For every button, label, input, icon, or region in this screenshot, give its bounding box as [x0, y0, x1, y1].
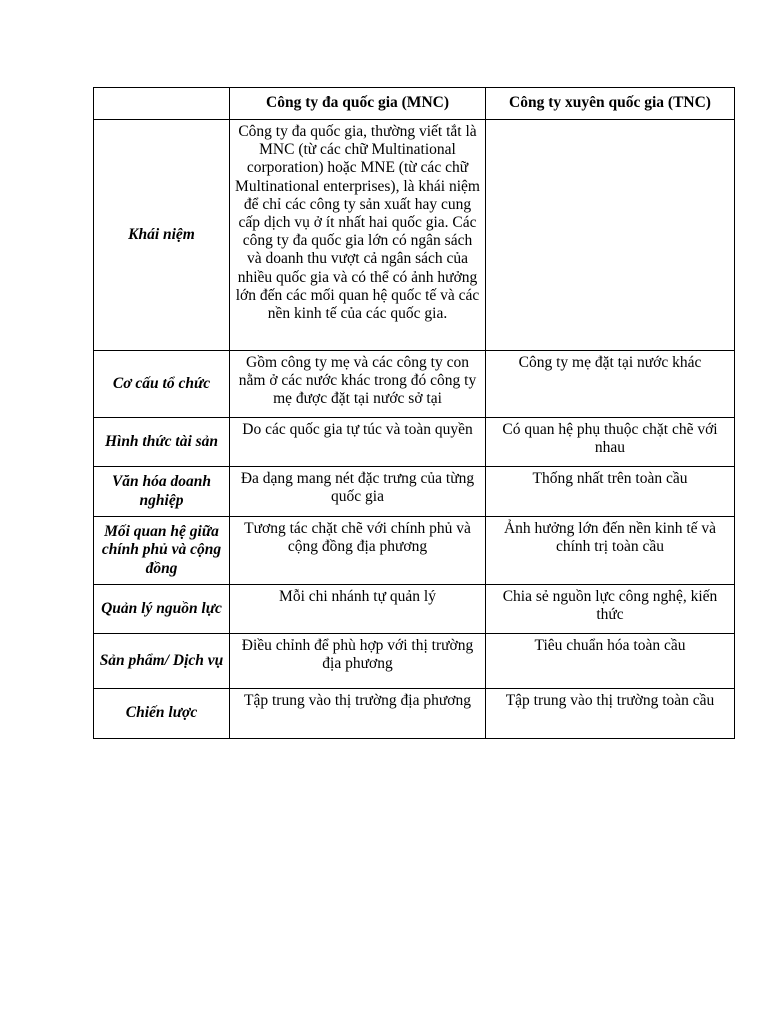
- row-label: Khái niệm: [94, 120, 230, 351]
- table-row: [94, 585, 735, 634]
- header-mnc: Công ty đa quốc gia (MNC): [230, 88, 486, 120]
- mnc-cell: Tương tác chặt chẽ với chính phủ và cộng đồng địa phương: [230, 517, 486, 585]
- mnc-cell: Gồm công ty mẹ và các công ty con nằm ở các nước khác trong đó công ty mẹ được đặt tại nước sở tại: [230, 351, 486, 418]
- header-empty-cell: [94, 88, 230, 120]
- row-label: Cơ cấu tổ chức: [94, 351, 230, 418]
- comparison-table: [93, 87, 735, 739]
- row-label: Sản phẩm/ Dịch vụ: [94, 634, 230, 689]
- row-label: Hình thức tài sản: [94, 418, 230, 467]
- tnc-cell: Thống nhất trên toàn cầu: [486, 467, 735, 517]
- tnc-cell: Công ty mẹ đặt tại nước khác: [486, 351, 735, 418]
- tnc-cell: Có quan hệ phụ thuộc chặt chẽ với nhau: [486, 418, 735, 467]
- tnc-cell: Tập trung vào thị trường toàn cầu: [486, 689, 735, 739]
- row-label: Chiến lược: [94, 689, 230, 739]
- mnc-cell: Tập trung vào thị trường địa phương: [230, 689, 486, 739]
- table-row: [94, 634, 735, 689]
- header-row: [94, 88, 735, 120]
- header-tnc: Công ty xuyên quốc gia (TNC): [486, 88, 735, 120]
- table-row: [94, 517, 735, 585]
- table-row: [94, 689, 735, 739]
- row-label: Quản lý nguồn lực: [94, 585, 230, 634]
- mnc-cell: Do các quốc gia tự túc và toàn quyền: [230, 418, 486, 467]
- table-row: [94, 467, 735, 517]
- mnc-cell: Điều chỉnh để phù hợp với thị trường địa phương: [230, 634, 486, 689]
- tnc-cell: Ảnh hưởng lớn đến nền kinh tế và chính trị toàn cầu: [486, 517, 735, 585]
- row-label: Văn hóa doanh nghiệp: [94, 467, 230, 517]
- tnc-cell: Tiêu chuẩn hóa toàn cầu: [486, 634, 735, 689]
- mnc-cell: Đa dạng mang nét đặc trưng của từng quốc gia: [230, 467, 486, 517]
- tnc-cell: [486, 120, 735, 351]
- table-row: [94, 351, 735, 418]
- table-row: [94, 120, 735, 351]
- row-label: Mối quan hệ giữa chính phủ và cộng đồng: [94, 517, 230, 585]
- tnc-cell: Chia sẻ nguồn lực công nghệ, kiến thức: [486, 585, 735, 634]
- table-row: [94, 418, 735, 467]
- mnc-cell: Mỗi chi nhánh tự quản lý: [230, 585, 486, 634]
- mnc-cell: Công ty đa quốc gia, thường viết tắt là MNC (từ các chữ Multinational corporation) hoặc MNE (từ các chữ Multinational enterprises), là khái niệm để chỉ các công ty sản xuất hay cung cấp dịch vụ ở ít nhất hai quốc gia. Các công ty đa quốc gia lớn có ngân sách và doanh thu vượt cả ngân sách của nhiều quốc gia và có thể có ảnh hưởng lớn đến các mối quan hệ quốc tế và các nền kinh tế của các quốc gia.: [230, 120, 486, 351]
